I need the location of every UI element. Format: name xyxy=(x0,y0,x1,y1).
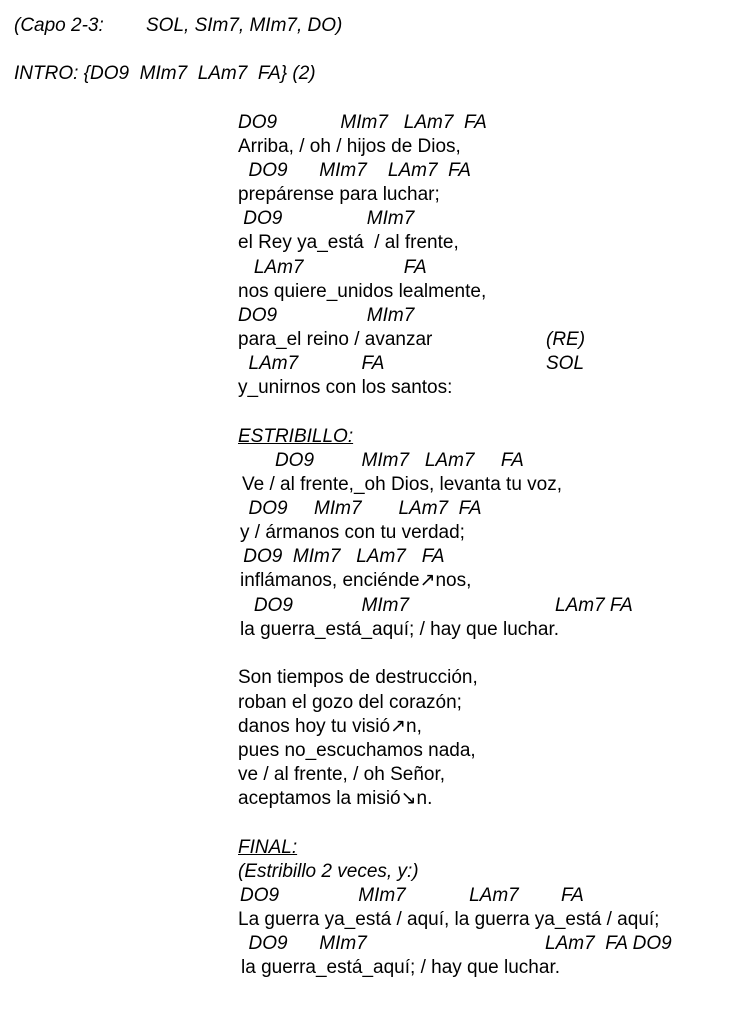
final-title: FINAL: xyxy=(238,837,298,858)
capo-note: (Capo 2-3: SOL, SIm7, MIm7, DO) xyxy=(14,15,343,36)
intro-line: INTRO: {DO9 MIm7 LAm7 FA} (2) xyxy=(14,63,316,84)
verse1-chords-5: DO9 MIm7 xyxy=(238,305,415,326)
verse1-chords-4: LAm7 FA xyxy=(238,257,427,278)
verse1-lyric-4: nos quiere_unidos lealmente, xyxy=(238,281,487,302)
verse2-line-5: ve / al frente, / oh Señor, xyxy=(238,764,446,785)
chorus-chords-2: DO9 MIm7 LAm7 FA xyxy=(238,498,482,519)
verse1-chord-sol: SOL xyxy=(546,353,585,374)
verse2-line-6: aceptamos la misió↘n. xyxy=(238,788,433,809)
verse1-lyric-6: y_unirnos con los santos: xyxy=(238,377,453,398)
verse1-chords-2: DO9 MIm7 LAm7 FA xyxy=(238,160,471,181)
final-chords-1: DO9 MIm7 LAm7 FA xyxy=(240,885,584,906)
chorus-lyric-1: Ve / al frente,_oh Dios, levanta tu voz, xyxy=(242,474,563,495)
chorus-chords-4: DO9 MIm7 xyxy=(238,595,410,616)
final-lyric-1: La guerra ya_está / aquí, la guerra ya_está / aquí; xyxy=(238,909,660,930)
chorus-title: ESTRIBILLO: xyxy=(238,426,354,447)
chorus-lyric-2: y / ármanos con tu verdad; xyxy=(240,522,465,543)
verse2-line-1: Son tiempos de destrucción, xyxy=(238,667,478,688)
chorus-chords-1: DO9 MIm7 LAm7 FA xyxy=(238,450,524,471)
verse1-lyric-1: Arriba, / oh / hijos de Dios, xyxy=(238,136,461,157)
final-chords-2b: LAm7 FA DO9 xyxy=(545,933,672,954)
verse2-line-2: roban el gozo del corazón; xyxy=(238,692,462,713)
verse1-chords-1: DO9 MIm7 LAm7 FA xyxy=(238,112,487,133)
verse2-line-4: pues no_escuchamos nada, xyxy=(238,740,476,761)
final-note: (Estribillo 2 veces, y:) xyxy=(238,861,419,882)
verse1-chords-3: DO9 MIm7 xyxy=(238,208,415,229)
chorus-chords-3: DO9 MIm7 LAm7 FA xyxy=(238,546,445,567)
verse2-line-3: danos hoy tu visió↗n, xyxy=(238,716,422,737)
chorus-lyric-3: inflámanos, enciénde↗nos, xyxy=(240,570,472,591)
final-lyric-2: la guerra_está_aquí; / hay que luchar. xyxy=(241,957,561,978)
chorus-lyric-4: la guerra_está_aquí; / hay que luchar. xyxy=(240,619,560,640)
verse1-chord-re: (RE) xyxy=(546,329,586,350)
verse1-lyric-5: para_el reino / avanzar xyxy=(238,329,433,350)
verse1-lyric-3: el Rey ya_está / al frente, xyxy=(238,232,459,253)
chorus-chords-4b: LAm7 FA xyxy=(555,595,633,616)
final-chords-2: DO9 MIm7 xyxy=(238,933,367,954)
verse1-chords-6: LAm7 FA xyxy=(238,353,385,374)
verse1-lyric-2: prepárense para luchar; xyxy=(238,184,440,205)
